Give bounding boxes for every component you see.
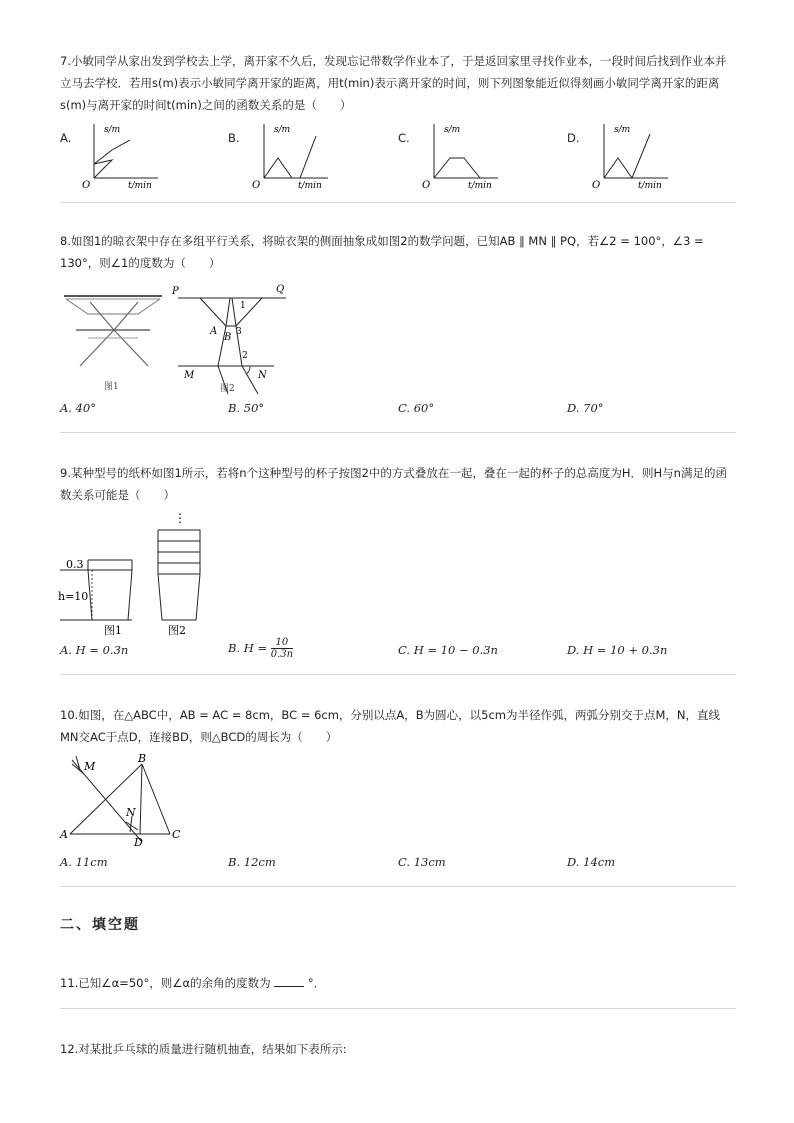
question-11 bbox=[60, 972, 736, 994]
q8-figure-1-clothes-rack bbox=[58, 286, 170, 396]
q8-options bbox=[60, 401, 736, 417]
q7-d-ylabel: s/m bbox=[614, 125, 631, 135]
q10-option-d[interactable]: D. 14cm bbox=[567, 855, 616, 869]
q8-label-n: N bbox=[258, 370, 267, 381]
divider bbox=[60, 674, 736, 675]
q9-label-h: h=10 bbox=[58, 590, 89, 603]
q7-option-d-label: D. bbox=[567, 131, 580, 145]
question-8-text: 8.如图1的晾衣架中存在多组平行关系，将晾衣架的侧面抽象成如图2的数学问题，已知AB ∥ MN ∥ PQ，若∠2 = 100°，∠3 = 130°，则∠1的度数为（ ） bbox=[60, 234, 704, 270]
q9-options bbox=[60, 637, 736, 660]
q9-option-b-fraction bbox=[271, 637, 293, 660]
q7-d-xlabel: t/min bbox=[638, 181, 662, 190]
q10-label-d: D bbox=[134, 836, 143, 849]
q8-option-b[interactable]: B. 50° bbox=[228, 401, 265, 415]
q8-option-d[interactable]: D. 70° bbox=[567, 401, 604, 415]
question-10-text: 10.如图，在△ABC中，AB = AC = 8cm，BC = 6cm，分别以点A，B为圆心，以5cm为半径作弧，两弧分别交于点M，N，直线MN交AC于点D，连接BD，则△BCD的周长为（ ） bbox=[60, 708, 721, 744]
question-9-text: 9.某种型号的纸杯如图1所示，若将n个这种型号的杯子按图2中的方式叠放在一起，叠在一起的杯子的总高度为H．则H与n满足的函数关系可能是（ ） bbox=[60, 466, 727, 502]
q9-label-rim: 0.3 bbox=[66, 558, 84, 571]
q10-option-a[interactable]: A. 11cm bbox=[60, 855, 108, 869]
q10-options bbox=[60, 855, 736, 871]
q8-label-m: M bbox=[184, 370, 195, 381]
q8-label-p: P bbox=[172, 286, 179, 297]
question-7-text: 7.小敏同学从家出发到学校去上学，离开家不久后，发现忘记带数学作业本了，于是返回家里寻找作业本，一段时间后找到作业本并立马去学校．若用s(m)表示小敏同学离开家的距离，用t(min)表示离开家的时间，则下列图象能近似得刻画小敏同学离开家的距离s(m)与离开家的时间t(min)之间的函数关系的是（ ） bbox=[60, 54, 727, 112]
question-11-unit: °． bbox=[307, 976, 326, 990]
q9-option-a[interactable]: A. H = 0.3n bbox=[60, 643, 129, 657]
q9-dots: ⋮ bbox=[174, 511, 186, 525]
q8-label-angle-2: 2 bbox=[242, 351, 248, 361]
q8-label-angle-3: 3 bbox=[236, 327, 242, 337]
q7-graph-c bbox=[420, 120, 500, 190]
divider bbox=[60, 432, 736, 433]
q9-option-b-numerator: 10 bbox=[271, 637, 293, 649]
q9-option-d[interactable]: D. H = 10 + 0.3n bbox=[567, 643, 668, 657]
q11-answer-blank[interactable] bbox=[274, 974, 304, 987]
q7-option-b-label: B. bbox=[228, 131, 240, 145]
q7-graph-a bbox=[80, 120, 160, 190]
q10-label-a: A bbox=[60, 828, 68, 841]
q10-option-b[interactable]: B. 12cm bbox=[228, 855, 276, 869]
q8-label-angle-1: 1 bbox=[240, 301, 246, 311]
q7-a-ylabel: s/m bbox=[104, 125, 121, 135]
q9-cups-figure bbox=[58, 508, 208, 638]
q7-a-xlabel: t/min bbox=[128, 181, 152, 190]
q7-b-ylabel: s/m bbox=[274, 125, 291, 135]
divider bbox=[60, 886, 736, 887]
q7-option-a-label: A. bbox=[60, 131, 72, 145]
q7-c-ylabel: s/m bbox=[444, 125, 461, 135]
q8-fig1-caption: 图1 bbox=[104, 382, 119, 392]
q7-d-origin: O bbox=[592, 180, 601, 190]
q8-label-a: A bbox=[210, 326, 218, 337]
q10-label-m: M bbox=[84, 760, 96, 773]
q9-option-b-denominator: 0.3n bbox=[270, 649, 294, 660]
section-2-heading: 二、填空题 bbox=[60, 917, 140, 933]
question-12-text: 12.对某批乒乓球的质量进行随机抽查，结果如下表所示: bbox=[60, 1042, 347, 1056]
q9-option-b[interactable] bbox=[228, 637, 293, 660]
q7-graph-d bbox=[590, 120, 670, 190]
q7-graph-b bbox=[250, 120, 330, 190]
q8-figure-2-diagram bbox=[170, 282, 290, 396]
q7-c-xlabel: t/min bbox=[468, 181, 492, 190]
q8-label-b: B bbox=[224, 332, 232, 343]
q9-fig2-caption: 图2 bbox=[168, 624, 186, 637]
q10-option-c[interactable]: C. 13cm bbox=[398, 855, 446, 869]
q8-fig2-caption: 图2 bbox=[220, 384, 235, 394]
q8-option-c[interactable]: C. 60° bbox=[398, 401, 435, 415]
q10-label-c: C bbox=[172, 828, 181, 841]
q9-option-b-prefix: B. H = bbox=[228, 641, 268, 655]
divider bbox=[60, 1008, 736, 1009]
q7-b-xlabel: t/min bbox=[298, 181, 322, 190]
question-11-text: 11.已知∠α=50°，则∠α的余角的度数为 bbox=[60, 976, 271, 990]
q7-a-origin: O bbox=[82, 180, 91, 190]
q7-b-origin: O bbox=[252, 180, 261, 190]
q7-c-origin: O bbox=[422, 180, 431, 190]
q10-label-n: N bbox=[126, 806, 136, 819]
q9-fig1-caption: 图1 bbox=[104, 624, 122, 637]
q8-label-q: Q bbox=[276, 284, 285, 295]
q10-triangle-figure bbox=[58, 752, 188, 852]
divider bbox=[60, 202, 736, 203]
q7-option-c-label: C. bbox=[398, 131, 410, 145]
q8-option-a[interactable]: A. 40° bbox=[60, 401, 96, 415]
q9-option-c[interactable]: C. H = 10 − 0.3n bbox=[398, 643, 498, 657]
q10-label-b: B bbox=[138, 752, 147, 765]
